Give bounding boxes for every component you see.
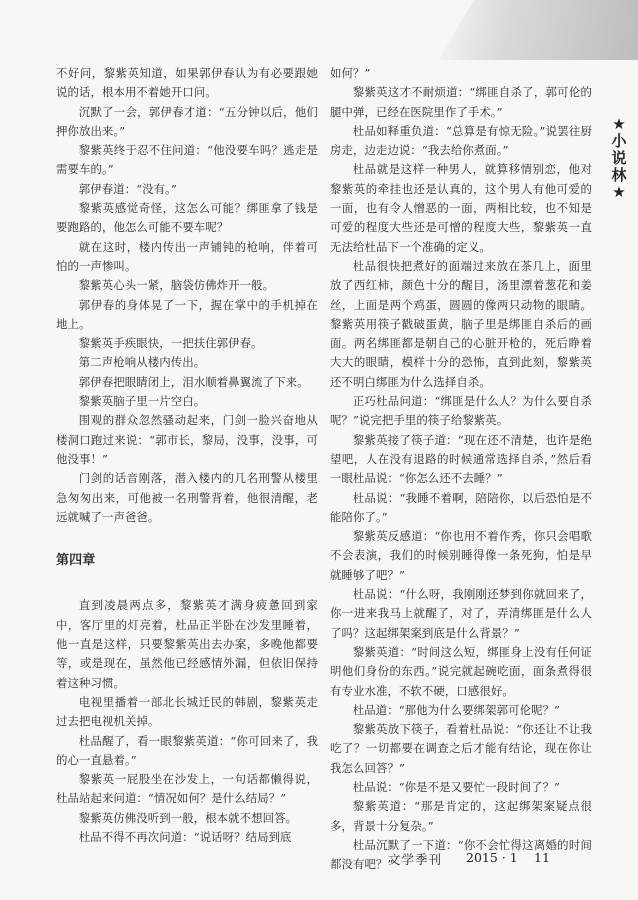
paragraph: 杜品不得不再次问道：“说话呀？结局到底 [78, 829, 292, 844]
paragraph: 杜品说：“我睡不着啊，陪陪你，以后恐怕是不能陪你了。” [330, 490, 592, 524]
paragraph: 杜品如释重负道：“总算是有惊无险。”说罢往厨房走，边走边说：“我去给你煮面。” [330, 123, 592, 158]
paragraph: 沉默了一会，郭伊春才道：“五分钟以后，他们押你放出来。” [56, 104, 318, 138]
paragraph: 黎紫英脑子里一片空白。 [78, 394, 206, 409]
section-label-char: 说 [611, 149, 627, 167]
paragraph: 围观的群众忽然骚动起来，门剑一脸兴奋地从楼洞口跑过来说：“郭市长，黎局，没事，没事，可他没事！” [56, 413, 318, 466]
section-label [608, 116, 630, 201]
paragraph: 黎紫英仿佛没听到一般，根本就不想回答。 [78, 810, 298, 825]
paragraph: 门剑的话音刚落，潜入楼内的几名刑警从楼里急匆匆出来，可他被一名刑警背着，他很清醒，老远就喊了一声爸爸。 [56, 471, 318, 524]
section-label-char: 林 [611, 166, 627, 184]
paragraph: 黎紫英这才不耐烦道：“绑匪自杀了，郭可伦的腿中弹，已经在医院里作了手术。” [330, 85, 592, 119]
section-label-char: 小 [611, 132, 627, 150]
paragraph: 黎紫英道：“那是肯定的，这起绑架案疑点很多，背景十分复杂。” [330, 799, 592, 833]
paragraph: 黎紫英感觉奇怪，这怎么可能？绑匪拿了钱是要跑路的，他怎么可能不要车呢？ [56, 201, 318, 235]
publication-name: 文学季刊 [388, 852, 443, 867]
paragraph: 杜品沉默了一下道：“你不会忙得这离婚的时间都没有吧？” [330, 837, 592, 872]
paragraph: 黎紫英放下筷子，看着杜品说：“你还让不让我吃了？一切都要在调查之后才能有结论，现在你让我怎么回答？” [330, 722, 592, 775]
paragraph: 直到凌晨两点多，黎紫英才满身疲惫回到家中，客厅里的灯亮着，杜品正半卧在沙发里睡着，他一直是这样，只要黎紫英出去办案，多晚他都要等，或是现在，虽然他已经感情外漏，但依旧保持着这种习惯。 [56, 598, 318, 690]
paragraph: 黎紫英终于忍不住问道：“他没要车吗？逃走是需要车的。” [56, 143, 318, 177]
paragraph: 黎紫英心头一紧，脑袋仿佛炸开一般。 [78, 278, 275, 293]
paragraph: 杜品就是这样一种男人，就算移情别恋，他对黎紫英的牵挂也还是认真的，这个男人有他可爱的一面，也有令人憎恶的一面，两相比较，也不知是可爱的程度大些还是可憎的程度大些，黎紫英一直无法给杜品下一个准确的定义。 [330, 162, 592, 254]
text-column-left [56, 64, 318, 847]
star-icon: ★ [612, 115, 626, 133]
paragraph: 黎紫英手疾眼快，一把扶住郭伊春。 [78, 336, 263, 351]
paragraph: 黎紫英道：“时间这么短，绑匪身上没有任何证明他们身份的东西。”说完就起碗吃面，面条煮得很有专业水准，不软不硬，口感很好。 [330, 644, 592, 698]
paragraph: 杜品醒了，看一眼黎紫英道：“你可回来了，我的心一直悬着。” [56, 733, 318, 767]
paragraph: 如何？” [330, 66, 371, 80]
paragraph: 不好问，黎紫英知道，如果郭伊春认为有必要跟她说的话，根本用不着她开口问。 [56, 66, 318, 100]
paragraph: 杜品道：“那他为什么要绑架郭可伦呢？” [352, 702, 560, 717]
paragraph: 郭伊春道：“没有。” [78, 181, 177, 196]
issue-number: 2015 · 1 [466, 850, 518, 865]
paragraph: 黎紫英接了筷子道：“现在还不清楚，也许是绝望吧，人在没有退路的时候通常选择自杀，”然后看一眼杜品说：“你怎么还不去睡？” [330, 432, 592, 486]
star-icon: ★ [612, 183, 626, 201]
text-column-right [330, 64, 592, 874]
paragraph: 郭伊春把眼睛闭上，泪水顺着鼻翼流了下来。 [78, 374, 309, 389]
paragraph: 第二声枪响从楼内传出。 [78, 355, 206, 370]
paragraph: 郭伊春的身体晃了一下，握在掌中的手机掉在地上。 [56, 297, 318, 331]
page-number: 11 [534, 850, 550, 865]
paragraph: 黎紫英反感道：“你也用不着作秀，你只会唱歌不会表演，我们的时候别睡得像一条死狗，怕是早就睡够了吧？” [330, 529, 592, 582]
paragraph: 杜品说：“什么呀，我刚刚还梦到你就回来了，你一进来我马上就醒了，对了，弄清绑匪是什么人了吗？这起绑架案到底是什么背景？” [330, 587, 592, 640]
paragraph: 黎紫英一屁股坐在沙发上，一句话都懒得说，杜品站起来问道：“情况如何？是什么结局？” [56, 772, 318, 806]
chapter-heading: 第四章 [56, 553, 96, 569]
paragraph: 电视里播着一部北长城迁民的韩剧，黎紫英走过去把电视机关掉。 [56, 694, 318, 729]
paragraph: 杜品很快把煮好的面端过来放在茶几上，面里放了西红柿，颜色十分的醒目，汤里漂着葱花和姜丝，上面是两个鸡蛋，圆圆的像两只动物的眼睛。黎紫英用筷子戳破蛋黄，脑子里是绑匪自杀后的画面。两名绑匪都是朝自己的心脏开枪的，死后睁着大大的眼睛，模样十分的恐怖，直到此刻，黎紫英还不明白绑匪为什么选择自杀。 [330, 258, 592, 389]
paragraph: 杜品说：“你是不是又要忙一段时间了？” [352, 779, 560, 794]
page-footer [366, 850, 616, 870]
paragraph: 正巧杜品问道：“绑匪是什么人？为什么要自杀呢？”说完把手里的筷子给黎紫英。 [330, 394, 592, 428]
paragraph: 就在这时，楼内传出一声铺钝的枪响，伴着可怕的一声惨叫。 [56, 239, 318, 273]
page-corner-shade [438, 0, 638, 60]
